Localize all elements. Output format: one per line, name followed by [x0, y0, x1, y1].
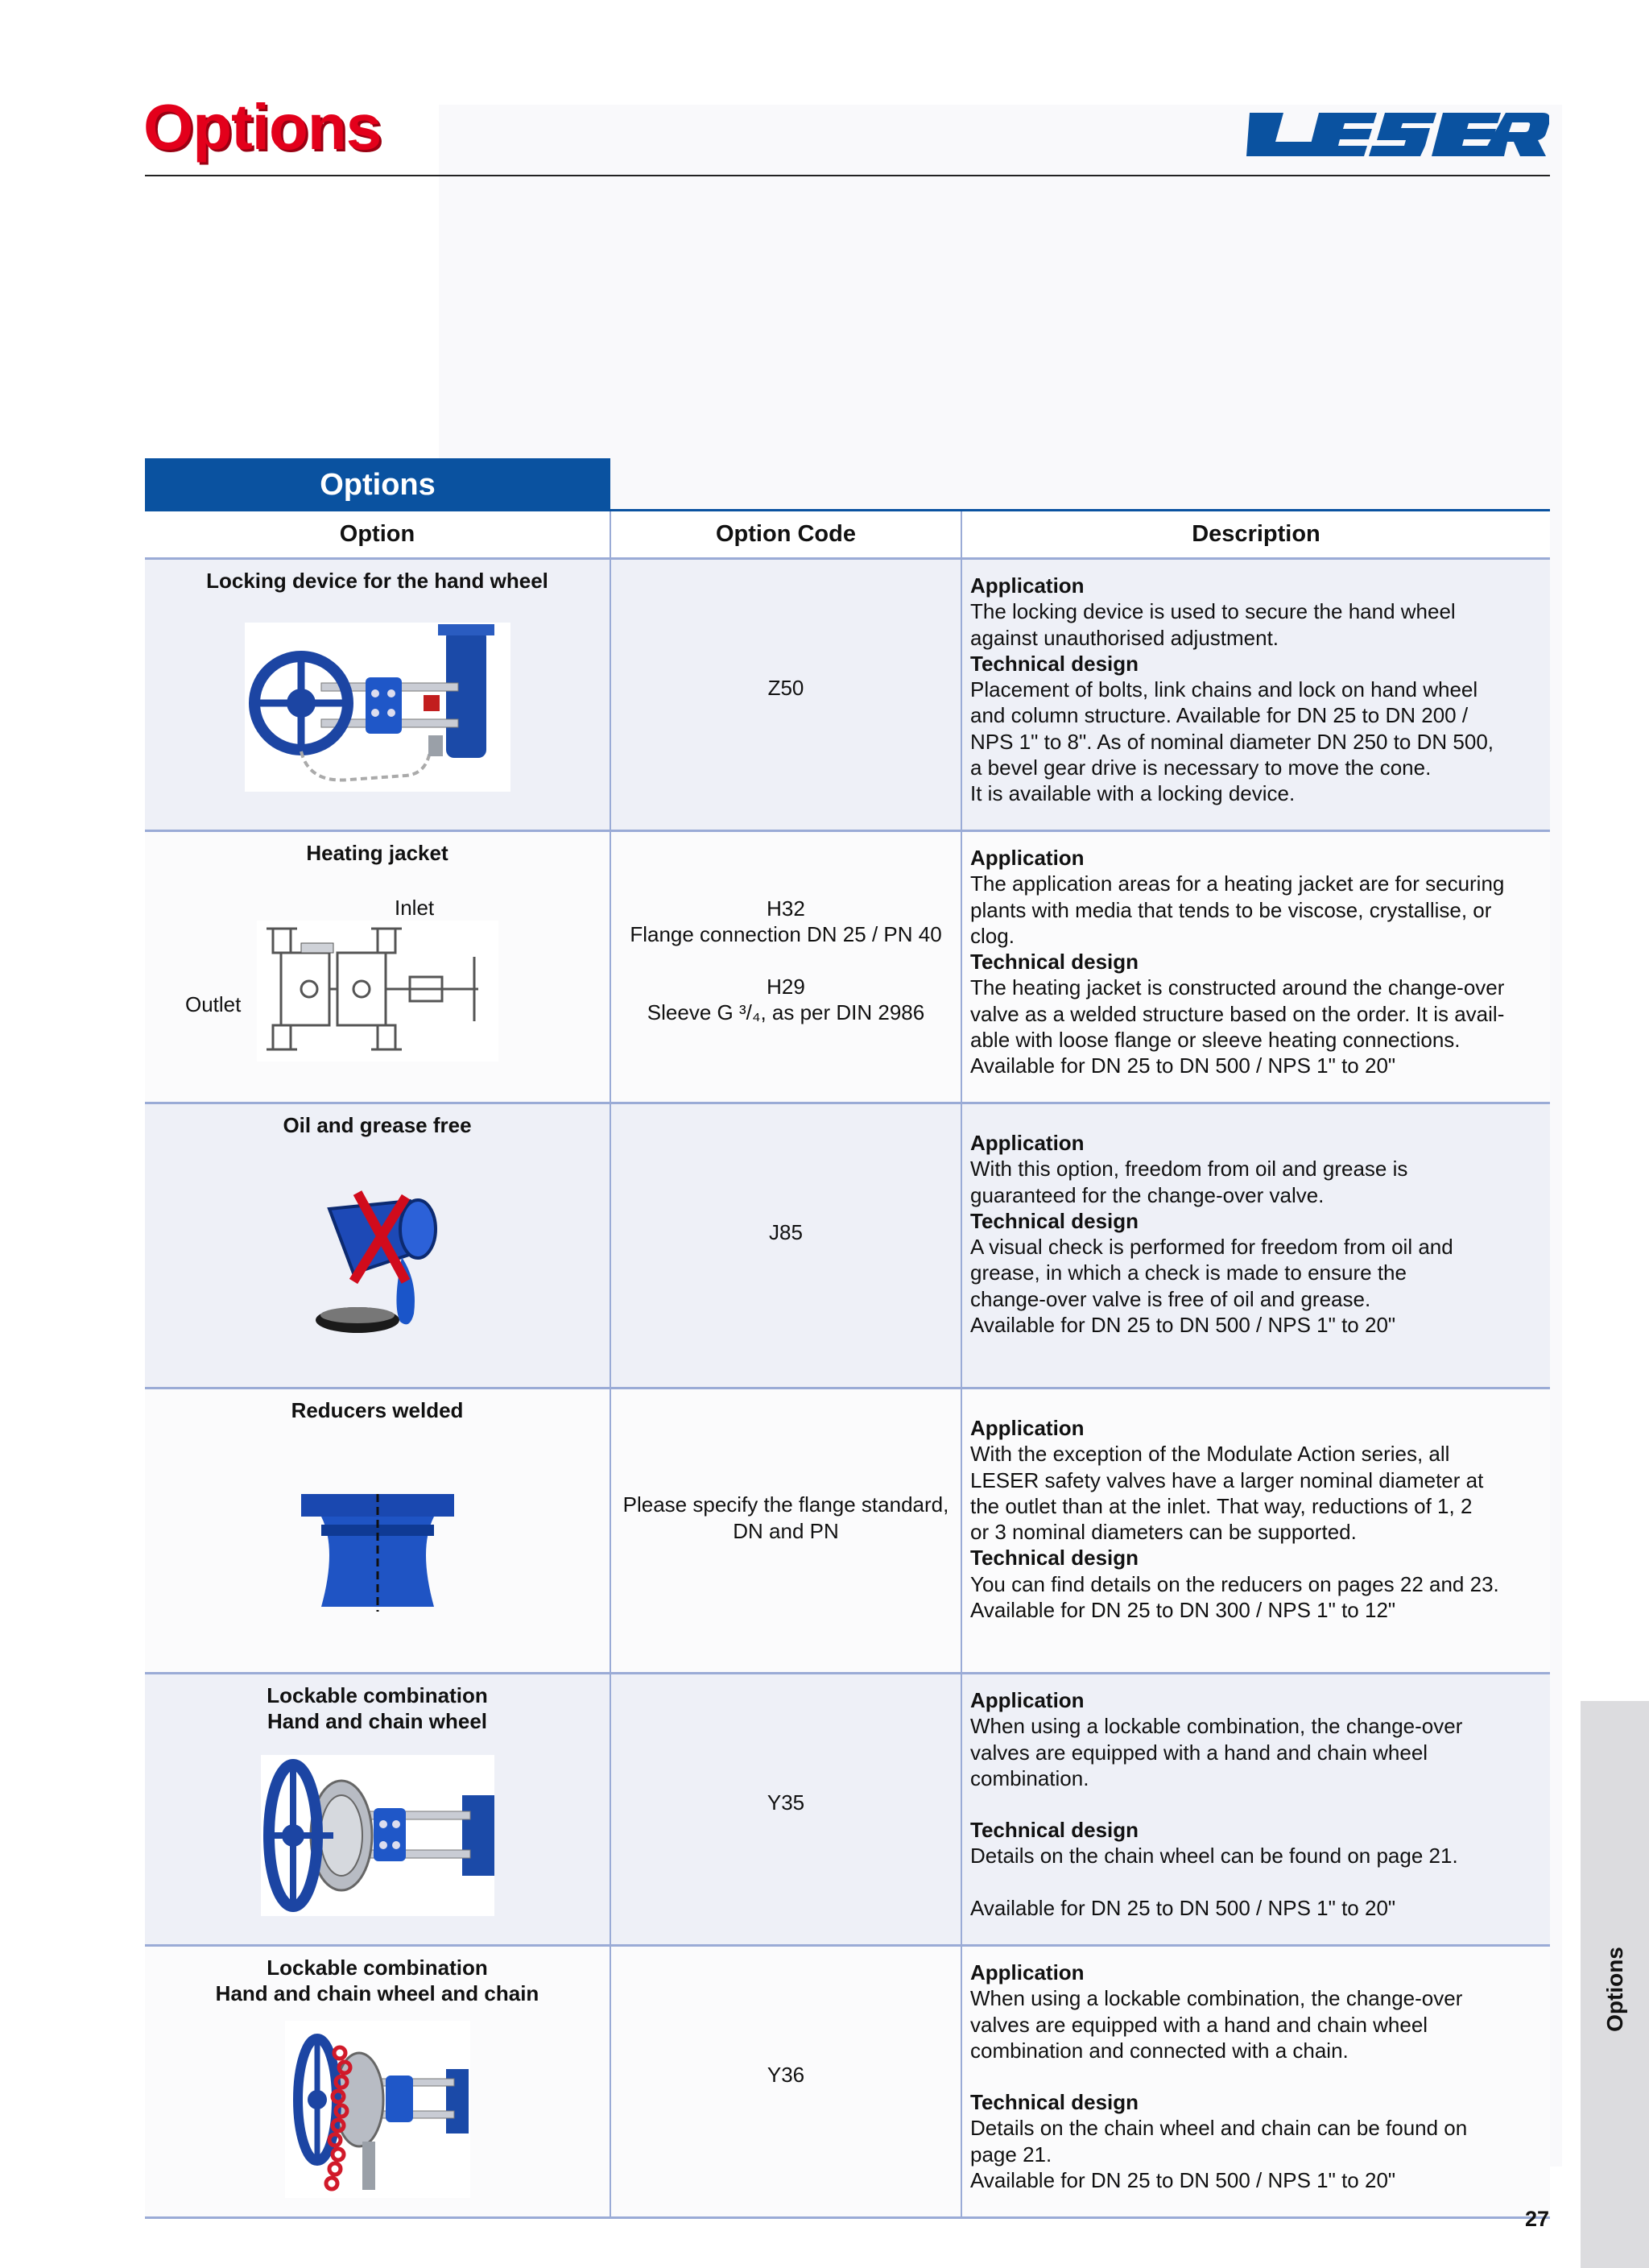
- description-line: Technical design: [970, 651, 1139, 676]
- description-cell: [961, 1946, 1550, 2218]
- description-line: Details on the chain wheel and chain can be found on: [970, 2116, 1468, 2141]
- description-line: valves are equipped with a hand and chain wheel: [970, 1740, 1428, 1765]
- description-line: The heating jacket is constructed around the change-over: [970, 975, 1505, 1000]
- option-name: Oil and grease free: [283, 1113, 472, 1137]
- option-code: Z50: [767, 676, 804, 701]
- description-line: the outlet than at the inlet. That way, reductions of 1, 2: [970, 1493, 1473, 1518]
- inlet-label: Inlet: [395, 896, 435, 920]
- description-line: Technical design: [970, 1818, 1139, 1843]
- options-table: [145, 511, 1550, 2219]
- spacer: [970, 2063, 1542, 2089]
- description-line: The locking device is used to secure the hand wheel: [970, 599, 1456, 624]
- description-line: Application: [970, 846, 1085, 870]
- description-line: plants with media that tends to be viscose, crystallise, or: [970, 897, 1492, 922]
- option-code-cell: [610, 1946, 961, 2218]
- column-header-option-code: Option Code: [610, 511, 961, 559]
- description-line: With the exception of the Modulate Action series, all: [970, 1442, 1450, 1467]
- description-line: Available for DN 25 to DN 500 / NPS 1" to 20": [970, 2168, 1396, 2193]
- description-line: Application: [970, 1688, 1085, 1712]
- leser-logo: [1246, 113, 1549, 156]
- description-line: Application: [970, 1416, 1085, 1440]
- option-code: Y35: [767, 1790, 805, 1815]
- description-line: When using a lockable combination, the change-over: [970, 1714, 1463, 1739]
- description-cell: [961, 1389, 1550, 1674]
- oil-grease-free-image: [145, 1177, 610, 1338]
- table-row: [145, 1674, 1550, 1946]
- description-line: LESER safety valves have a larger nominal diameter at: [970, 1467, 1484, 1492]
- reducer-image: [145, 1492, 610, 1613]
- option-code-cell: [610, 1103, 961, 1389]
- option-cell: [145, 831, 610, 1103]
- description-cell: [961, 1674, 1550, 1946]
- option-cell: [145, 1389, 610, 1674]
- outlet-label: Outlet: [185, 992, 242, 1016]
- table-header-row: [145, 511, 1550, 559]
- description-line: guaranteed for the change-over valve.: [970, 1182, 1325, 1207]
- option-code: Y36: [767, 2063, 805, 2088]
- description-cell: [961, 831, 1550, 1103]
- option-code: H32: [767, 896, 805, 921]
- description-line: You can find details on the reducers on pages 22 and 23.: [970, 1571, 1499, 1596]
- option-name: Reducers welded: [291, 1398, 464, 1422]
- option-name: Heating jacket: [306, 841, 448, 865]
- option-code: J85: [769, 1220, 803, 1245]
- spacer: [970, 1791, 1542, 1817]
- description-line: combination.: [970, 1765, 1089, 1790]
- description-line: combination and connected with a chain.: [970, 2038, 1349, 2063]
- option-cell: [145, 1674, 610, 1946]
- description-line: valves are equipped with a hand and chain wheel: [970, 2012, 1428, 2037]
- description-line: Available for DN 25 to DN 500 / NPS 1" to 20": [970, 1895, 1396, 1920]
- page-number: 27: [1524, 2207, 1549, 2231]
- description-line: grease, in which a check is made to ensure the: [970, 1260, 1407, 1285]
- side-tab-text: Options: [1601, 1947, 1627, 2032]
- option-code-cell: [610, 1674, 961, 1946]
- hand-chain-wheel-chain-image: [145, 2021, 610, 2198]
- option-code: DN and PN: [733, 1518, 839, 1543]
- table-row: [145, 831, 1550, 1103]
- description-line: Available for DN 25 to DN 300 / NPS 1" to 12": [970, 1598, 1396, 1623]
- table-row: [145, 1946, 1550, 2218]
- option-cell: [145, 1946, 610, 2218]
- description-line: Technical design: [970, 950, 1139, 975]
- description-line: Application: [970, 1960, 1085, 1984]
- option-code-detail: Sleeve G ³/₄, as per DIN 2986: [647, 999, 925, 1024]
- option-code-cell: [610, 1389, 961, 1674]
- description-line: Available for DN 25 to DN 500 / NPS 1" to 20": [970, 1053, 1396, 1078]
- description-line: clog.: [970, 923, 1015, 948]
- option-name: Locking device for the hand wheel: [206, 569, 548, 593]
- title-divider: [145, 175, 1550, 176]
- table-row: [145, 1389, 1550, 1674]
- option-name: Lockable combination Hand and chain wheel and chain: [215, 1956, 539, 2005]
- table-row: [145, 559, 1550, 831]
- spacer: [970, 1869, 1542, 1895]
- description-line: valve as a welded structure based on the order. It is avail-: [970, 1001, 1505, 1026]
- table-title-tab: Options: [145, 458, 610, 511]
- description-line: a bevel gear drive is necessary to move the cone.: [970, 755, 1432, 780]
- description-line: page 21.: [970, 2142, 1052, 2167]
- option-code-cell: [610, 559, 961, 831]
- option-code-detail: Flange connection DN 25 / PN 40: [630, 922, 942, 947]
- description-line: able with loose flange or sleeve heating connections.: [970, 1028, 1461, 1053]
- description-line: or 3 nominal diameters can be supported.: [970, 1520, 1357, 1545]
- option-code: H29: [767, 974, 805, 999]
- description-line: Details on the chain wheel can be found on page 21.: [970, 1844, 1458, 1869]
- description-line: It is available with a locking device.: [970, 781, 1296, 806]
- description-line: The application areas for a heating jacket are for securing: [970, 871, 1505, 896]
- option-code-cell: [610, 831, 961, 1103]
- heating-jacket-image: [145, 921, 610, 1062]
- description-line: Available for DN 25 to DN 500 / NPS 1" to 20": [970, 1313, 1396, 1338]
- option-name: Lockable combination Hand and chain wheel: [267, 1683, 488, 1733]
- description-line: A visual check is performed for freedom from oil and: [970, 1235, 1453, 1260]
- description-line: Technical design: [970, 2090, 1139, 2115]
- description-line: against unauthorised adjustment.: [970, 625, 1279, 650]
- description-cell: [961, 1103, 1550, 1389]
- section-side-tab-label: [1581, 1917, 1649, 2062]
- column-header-description: Description: [961, 511, 1550, 559]
- description-line: Technical design: [970, 1208, 1139, 1233]
- description-line: change-over valve is free of oil and grease.: [970, 1286, 1371, 1311]
- table-row: [145, 1103, 1550, 1389]
- description-line: Application: [970, 573, 1085, 598]
- description-line: When using a lockable combination, the change-over: [970, 1986, 1463, 2011]
- description-line: Technical design: [970, 1546, 1139, 1571]
- column-header-option: Option: [145, 511, 610, 559]
- option-code: Please specify the flange standard,: [622, 1492, 949, 1517]
- option-cell: [145, 1103, 610, 1389]
- description-line: With this option, freedom from oil and grease is: [970, 1157, 1408, 1182]
- hand-chain-wheel-image: [145, 1755, 610, 1916]
- description-line: Application: [970, 1131, 1085, 1155]
- description-line: and column structure. Available for DN 25 to DN 200 /: [970, 703, 1469, 728]
- page-title: Options: [143, 91, 382, 163]
- option-cell: [145, 559, 610, 831]
- description-line: NPS 1" to 8". As of nominal diameter DN 250 to DN 500,: [970, 729, 1494, 754]
- logo-text: LESER: [1246, 113, 1250, 114]
- description-cell: [961, 559, 1550, 831]
- description-line: Placement of bolts, link chains and lock on hand wheel: [970, 677, 1478, 702]
- locking-device-image: [145, 623, 610, 792]
